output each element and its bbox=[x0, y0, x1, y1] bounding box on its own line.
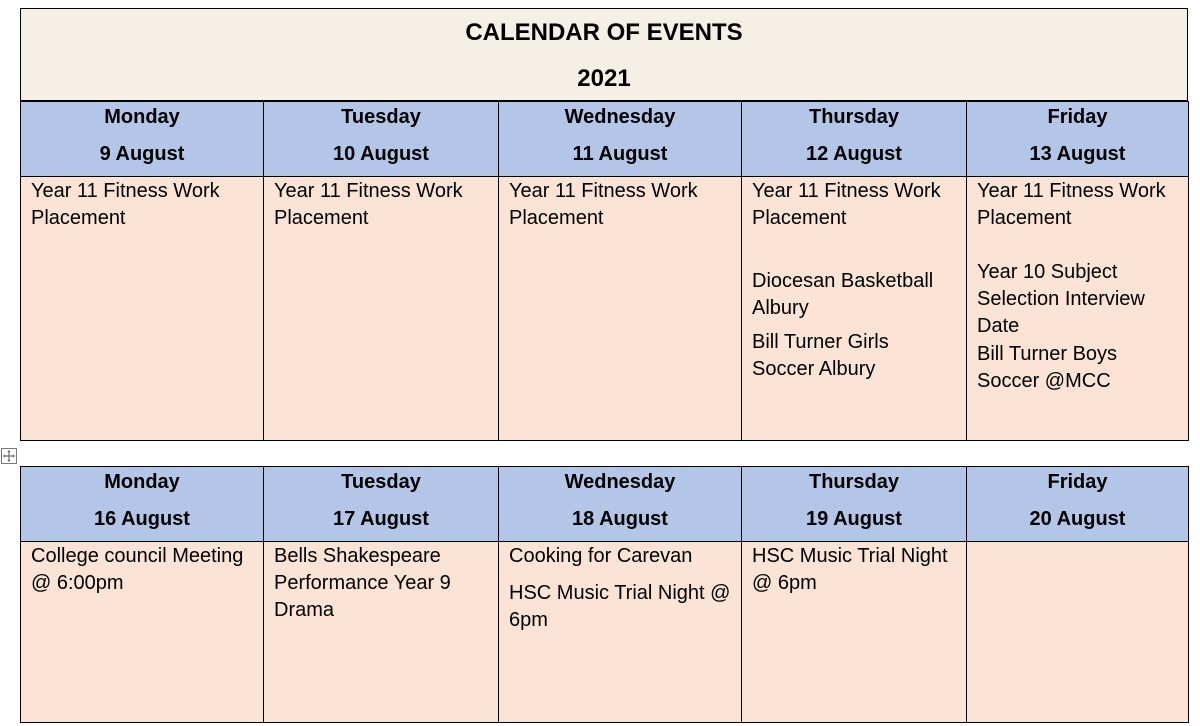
day-name: Wednesday bbox=[564, 106, 676, 128]
day-header-wednesday bbox=[499, 467, 742, 542]
event-item: Year 11 Fitness Work Placement bbox=[274, 180, 463, 229]
events-row bbox=[21, 177, 1189, 441]
event-item: Bill Turner Girls Soccer Albury bbox=[752, 331, 889, 380]
event-item: Year 10 Subject Selection Interview Date bbox=[977, 261, 1145, 337]
day-date: 18 August bbox=[572, 508, 668, 530]
day-date: 13 August bbox=[1029, 143, 1126, 165]
events-cell-tuesday[interactable] bbox=[264, 177, 499, 441]
week-table-2 bbox=[20, 466, 1189, 723]
day-name: Monday bbox=[104, 106, 180, 128]
day-date: 12 August bbox=[806, 143, 902, 165]
calendar-title-box bbox=[20, 8, 1188, 101]
event-item: Bill Turner Boys Soccer @MCC bbox=[977, 343, 1118, 392]
day-name: Tuesday bbox=[341, 471, 421, 493]
day-date: 19 August bbox=[806, 508, 902, 530]
day-header-wednesday bbox=[499, 102, 742, 177]
day-name: Friday bbox=[1047, 471, 1108, 493]
day-header-thursday bbox=[742, 467, 967, 542]
event-item: Cooking for Carevan bbox=[509, 545, 693, 567]
day-header-monday bbox=[21, 102, 264, 177]
move-cross-icon[interactable] bbox=[1, 448, 17, 464]
event-item: HSC Music Trial Night @ 6pm bbox=[509, 582, 731, 631]
day-name: Monday bbox=[104, 471, 180, 493]
event-item: Year 11 Fitness Work Placement bbox=[509, 180, 698, 229]
day-header-row bbox=[21, 467, 1189, 542]
events-cell-thursday[interactable] bbox=[742, 177, 967, 441]
day-date: 20 August bbox=[1029, 508, 1126, 530]
events-cell-friday[interactable] bbox=[967, 542, 1189, 723]
day-date: 9 August bbox=[99, 143, 185, 165]
events-cell-monday[interactable] bbox=[21, 177, 264, 441]
events-cell-thursday[interactable] bbox=[742, 542, 967, 723]
event-item: Year 11 Fitness Work Placement bbox=[31, 180, 220, 229]
day-date: 17 August bbox=[333, 508, 429, 530]
event-item: College council Meeting @ 6:00pm bbox=[31, 545, 244, 594]
events-cell-wednesday[interactable] bbox=[499, 177, 742, 441]
event-item: Year 11 Fitness Work Placement bbox=[752, 180, 941, 229]
day-header-tuesday bbox=[264, 467, 499, 542]
day-name: Friday bbox=[1047, 106, 1108, 128]
events-cell-friday[interactable] bbox=[967, 177, 1189, 441]
day-header-friday bbox=[967, 467, 1189, 542]
day-date: 10 August bbox=[333, 143, 429, 165]
day-name: Thursday bbox=[808, 471, 900, 493]
event-item: Diocesan Basketball Albury bbox=[752, 270, 934, 319]
page-title: CALENDAR OF EVENTS bbox=[465, 19, 743, 46]
day-header-tuesday bbox=[264, 102, 499, 177]
events-cell-wednesday[interactable] bbox=[499, 542, 742, 723]
day-header-monday bbox=[21, 467, 264, 542]
day-name: Wednesday bbox=[564, 471, 676, 493]
day-name: Tuesday bbox=[341, 106, 421, 128]
year-title: 2021 bbox=[577, 65, 631, 92]
events-cell-tuesday[interactable] bbox=[264, 542, 499, 723]
day-header-friday bbox=[967, 102, 1189, 177]
event-item: Bells Shakespeare Performance Year 9 Drama bbox=[274, 545, 451, 621]
day-header-row bbox=[21, 102, 1189, 177]
week-table-1 bbox=[20, 101, 1189, 441]
events-row bbox=[21, 542, 1189, 723]
event-item: HSC Music Trial Night @ 6pm bbox=[752, 545, 948, 594]
event-item: Year 11 Fitness Work Placement bbox=[977, 180, 1166, 229]
events-cell-monday[interactable] bbox=[21, 542, 264, 723]
day-date: 11 August bbox=[572, 143, 668, 165]
day-date: 16 August bbox=[94, 508, 190, 530]
day-header-thursday bbox=[742, 102, 967, 177]
day-name: Thursday bbox=[808, 106, 900, 128]
